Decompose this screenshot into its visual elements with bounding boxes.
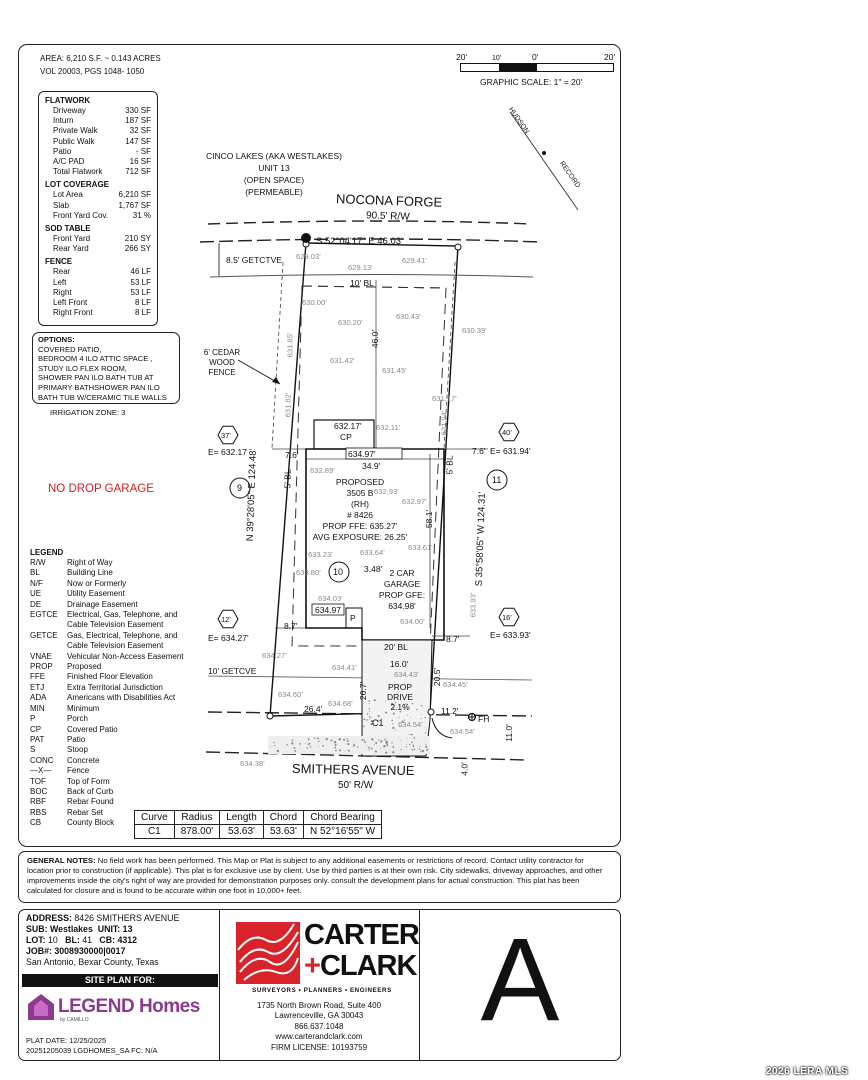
legend-row: CB County Block	[30, 818, 115, 828]
legend-row: ADA Americans with Disabilities Act	[30, 693, 176, 703]
site-plan-bar: SITE PLAN FOR:	[22, 974, 218, 987]
scale-tick-10: 10'	[492, 55, 502, 62]
getcve-bottom: 10' GETCVE	[208, 666, 257, 676]
drive-label-line: 2.1%	[390, 702, 410, 712]
spot-elevation: 634.00'	[400, 617, 425, 626]
spot-elevation: 634.54'	[450, 727, 475, 736]
legend-row: S Stoop	[30, 745, 88, 755]
clark-text: CLARK	[319, 950, 417, 982]
spot-elevation: 629.03'	[296, 252, 321, 261]
curve-table-cell: 53.63'	[220, 825, 264, 839]
spot-elevation: 634.43'	[394, 670, 419, 679]
spot-elevation: 629.41'	[402, 256, 427, 265]
lot-10-number: 10	[333, 567, 344, 577]
porch-elev: 634.97	[315, 605, 341, 615]
drive-label-line: PROP	[387, 682, 413, 692]
firm-address-line: 866.637.1048	[294, 1021, 344, 1031]
options-line: STUDY ILO FLEX ROOM,	[38, 363, 127, 373]
curve-table-header: Curve	[135, 811, 175, 825]
curve-table-cell: 53.63'	[263, 825, 303, 839]
house-label-line: PROPOSED	[335, 477, 385, 487]
legend-row: Cable Television Easement	[67, 641, 164, 651]
legend-row: R/W Right of Way	[30, 558, 113, 567]
house-label-line: # 8426	[347, 510, 373, 520]
fence-left	[272, 262, 283, 448]
scale-tick-0: 0'	[532, 52, 539, 62]
legend-row: TOF Top of Form	[30, 776, 110, 786]
fence-row: Right 53 LF	[53, 287, 151, 297]
hex-br-label: 16'	[502, 613, 512, 622]
irrigation-zone: IRRIGATION ZONE: 3	[50, 408, 126, 417]
monument-br	[428, 709, 434, 715]
row-bottom: 50' R/W	[338, 780, 374, 791]
open-space-line: CINCO LAKES (AKA WESTLAKES)	[205, 151, 343, 161]
legend-title: LEGEND	[30, 548, 64, 557]
hex-tl-label: 37'	[221, 431, 231, 440]
flatwork-row: Private Walk 32 SF	[53, 126, 151, 136]
curve-table-cell: 878.00'	[174, 825, 220, 839]
spot-elevation: 634.41'	[332, 663, 357, 672]
drive-label-line: DRIVE	[387, 692, 413, 702]
p-label: P	[350, 613, 356, 623]
scale-label: GRAPHIC SCALE: 1" = 20'	[480, 77, 583, 87]
dim-348: 3.48'	[364, 564, 383, 574]
block-value: 41	[82, 935, 93, 945]
monument-tr	[455, 244, 461, 250]
legend-row: VNAE Vehicular Non-Access Easement	[30, 651, 184, 661]
topo-icon	[236, 922, 300, 984]
legend-row: ETJ Extra Territorial Jurisdiction	[30, 682, 163, 692]
options-line: PRIMARY BATHSHOWER PAN ILO	[38, 382, 160, 392]
hex-tr-label: 40'	[502, 428, 512, 437]
file-info: 20251205039 LGDHOMES_SA FC: N/A	[26, 1046, 158, 1055]
legend-row: UE Utility Easement	[30, 589, 125, 599]
lot-coverage-row: Lot Area 6,210 SF	[53, 190, 151, 200]
flatwork-row: A/C PAD 16 SF	[53, 157, 151, 167]
garage-label-line: 2 CAR	[389, 568, 415, 578]
legend-row: CONC Concrete	[30, 755, 100, 765]
legend-row: Cable Television Easement	[67, 620, 164, 630]
open-space-line: UNIT 13	[258, 163, 290, 173]
vol-text: VOL 20003, PGS 1048- 1050	[40, 67, 145, 76]
legend-row: MIN Minimum	[30, 703, 100, 713]
curve-table-cell: N 52°16'55" W	[304, 825, 382, 839]
street-bottom-name: SMITHERS AVENUE	[291, 760, 415, 779]
bl-right: 5' BL	[444, 455, 455, 475]
legend-row: CP Covered Patio	[30, 724, 118, 734]
options-line: SHOWER PAN ILO BATH TUB AT	[38, 373, 154, 383]
dim-110: 11.0'	[503, 724, 514, 742]
city-value: San Antonio, Bexar County, Texas	[26, 957, 159, 967]
address-value: 8426 SMITHERS AVENUE	[74, 913, 180, 923]
spot-elevation: 633.23'	[308, 550, 333, 559]
legend-row: DE Drainage Easement	[30, 599, 138, 609]
spot-elevation: 634.03'	[318, 594, 343, 603]
legend-row: GETCE Gas, Electrical, Telephone, and	[30, 630, 178, 640]
firm-tagline: SURVEYORS • PLANNERS • ENGINEERS	[252, 987, 392, 994]
fence-row: Left Front 8 LF	[53, 298, 151, 308]
job-value: 3008930000|0017	[54, 946, 126, 956]
garage-label-line: GARAGE	[383, 579, 421, 589]
garage-label	[370, 568, 434, 612]
general-notes-box	[18, 851, 621, 903]
garage-label-line: 634.98'	[388, 601, 416, 611]
open-space-line: (OPEN SPACE)	[243, 175, 305, 185]
house-label-line: PROP FFE: 635.27'	[322, 521, 398, 531]
spot-elevation: 631.85'	[285, 332, 295, 358]
lot-value: 10	[48, 935, 58, 945]
bl-front: 20' BL	[384, 642, 408, 652]
carter-clark-logo	[236, 919, 419, 990]
legend-homes-sub: by CAMILLO	[60, 1017, 89, 1023]
flatwork-row: Public Walk 147 SF	[53, 136, 151, 146]
spot-elevation: 634.45'	[443, 680, 468, 689]
open-space-label	[198, 150, 350, 198]
garage-label-line: PROP GFE:	[378, 590, 426, 600]
legend-row: BOC Back of Curb	[30, 786, 114, 796]
getctve-top: 8.5' GETCTVE	[226, 255, 282, 265]
lot-coverage-row: Slab 1,767 SF	[53, 200, 151, 210]
elev-tr: E= 631.94'	[490, 446, 531, 456]
elev-br: E= 633.93'	[490, 630, 531, 640]
cp-elev: 632.17'	[334, 421, 362, 431]
legend-row: PROP Proposed	[30, 662, 102, 672]
legend-row: P Porch	[30, 714, 88, 724]
record-label: RECORD	[558, 160, 582, 190]
spot-elevation: 633.80'	[296, 568, 321, 577]
curve-table-header: Chord	[263, 811, 303, 825]
legend-row: RBS Rebar Set	[30, 807, 104, 817]
options-line: BEDROOM 4 ILO ATTIC SPACE ,	[38, 354, 153, 364]
dim-205: 20.5'	[432, 667, 443, 687]
dim-264: 26.4'	[304, 704, 323, 714]
fence-row: Right Front 8 LF	[53, 308, 151, 318]
dim-349: 34.9'	[362, 461, 381, 471]
curve-c1-label: C1	[372, 718, 384, 728]
no-drop-garage-note: NO DROP GARAGE	[48, 483, 154, 495]
dim-112: 11.2'	[441, 706, 459, 716]
dim-160: 16.0'	[390, 659, 409, 669]
bl-left: 5' BL	[282, 469, 293, 489]
curve-table-header: Chord Bearing	[304, 811, 382, 825]
title-divider-1	[219, 910, 220, 1060]
spot-elevation: 634.27'	[262, 651, 287, 660]
dim-87r: 8.7'	[446, 634, 460, 644]
firm-address-line: FIRM LICENSE: 10193759	[270, 1042, 368, 1052]
spot-elevation: 634.60'	[278, 690, 303, 699]
notes-text: No field work has been performed. This Map or Plat is subject to any additional easements or restrictions of record. Contact utility contractor for location prior to construction (if applicable). This plat is for exclusive use by client. Use by third parties is at their own risk. City sidewalks, driveway approaches, and other improvements inside the city's right of way are provided for demonstration purposes only. consult the development plans for actual construction. This plat has been calculated for closure and is found to be accurate within one foot in 10,000+ feet.	[27, 856, 603, 895]
firm-address-line: Lawrenceville, GA 30043	[274, 1011, 364, 1021]
row-top: 90.5' R/W	[365, 210, 410, 223]
plat-date: PLAT DATE: 12/25/2025	[26, 1036, 107, 1045]
options-title: OPTIONS:	[38, 335, 75, 344]
firm-address	[230, 1001, 408, 1053]
cedar-line: FENCE	[208, 368, 236, 377]
spot-elevation: 631.42'	[330, 356, 355, 365]
cedar-line: WOOD	[209, 358, 235, 367]
dim-46: 46.0'	[370, 329, 381, 349]
cp-label: CP	[340, 432, 352, 442]
job-info: ADDRESS: 8426 SMITHERS AVENUE SUB: Westlakes UNIT: 13 LOT: 10 BL: 41 CB: 4312 JOB#: 3008930000|0017 San Antonio, Bexar County, Texas	[26, 913, 218, 968]
sod-row: Front Yard 210 SY	[53, 234, 151, 244]
legend-house-icon	[26, 992, 56, 1022]
fence-row: Rear 46 LF	[53, 267, 151, 277]
getctve-line	[210, 275, 533, 278]
dim-40: 4.0'	[459, 762, 470, 776]
bearing-left: N 39°28'05" E 124.48'	[244, 448, 259, 542]
spot-elevation: 631.17'	[432, 394, 457, 403]
fh-label: FH	[478, 714, 490, 724]
spot-elevation: 634.54'	[398, 720, 423, 729]
options-line: COVERED PATIO,	[38, 344, 102, 354]
spot-elevation: 633.93'	[468, 592, 478, 618]
hudson-label: HUDSON	[507, 106, 531, 136]
lot-11-number: 11	[492, 475, 502, 485]
sod-title: SOD TABLE	[45, 224, 91, 234]
open-space-dot	[301, 233, 311, 243]
spot-elevation: 632.11'	[376, 423, 401, 432]
elev-bl: E= 634.27'	[208, 633, 249, 643]
sheet-letter: A	[480, 914, 560, 1046]
carter-text: CARTER	[304, 919, 419, 951]
lot-9-number: 9	[237, 483, 243, 493]
spot-elevation: 633.61'	[408, 543, 433, 552]
area-text: AREA: 6,210 S.F. ~ 0.143 ACRES	[40, 54, 161, 63]
spot-elevation: 630.39'	[462, 326, 487, 335]
spot-elevation: 631.82'	[283, 392, 293, 418]
dim-267: 26.7'	[358, 681, 369, 701]
dim-76l: 7.6'	[285, 450, 299, 460]
house-label-line: (RH)	[351, 499, 369, 509]
bearing-top: S 52°04'17" E 46.03'	[316, 236, 403, 247]
open-space-line: (PERMEABLE)	[245, 187, 303, 197]
flatwork-title: FLATWORK	[45, 96, 91, 105]
cedar-line: 6' CEDAR	[203, 348, 241, 357]
spot-elevation: 631.45'	[382, 366, 407, 375]
flatwork-row: Inturn 187 SF	[53, 116, 151, 126]
flatwork-row: Driveway 330 SF	[53, 106, 151, 115]
legend-row: RBF Rebar Found	[30, 797, 114, 807]
legend-row: BL Building Line	[30, 568, 113, 578]
spot-elevation: 632.97'	[402, 497, 427, 506]
lot-coverage-row: Front Yard Cov. 31 %	[53, 210, 151, 220]
spot-elevation: 634.68'	[328, 699, 353, 708]
fence-row: Left 53 LF	[53, 277, 151, 287]
spot-elevation: 632.93'	[374, 487, 399, 496]
spot-elevation: 633.64'	[360, 548, 385, 557]
dim-581: 58.1'	[424, 509, 435, 529]
legend-row: PAT Patio	[30, 734, 86, 744]
drive-label	[382, 682, 418, 712]
spot-elevation: 634.38'	[240, 759, 265, 768]
plus-sign: +	[304, 950, 320, 982]
lot-coverage-title: LOT COVERAGE	[45, 180, 110, 190]
legend-homes-logo	[24, 990, 218, 1024]
options-line: BATH TUB W/CERAMIC TILE WALLS	[38, 392, 167, 402]
notes-title: GENERAL NOTES:	[27, 856, 96, 865]
sod-row: Rear Yard 266 SY	[53, 244, 151, 254]
curve-table-header: Radius	[174, 811, 220, 825]
firm-address-line: www.carterandclark.com	[275, 1032, 363, 1042]
cb-value: 4312	[117, 935, 138, 945]
fence-title: FENCE	[45, 257, 73, 267]
legend-row: —X— Fence	[30, 766, 90, 776]
curve-table-header: Length	[220, 811, 264, 825]
spot-elevation: 630.20'	[338, 318, 363, 327]
spot-elevation: 630.43'	[396, 312, 421, 321]
legend-row: N/F Now or Formerly	[30, 578, 127, 588]
street-top-name: NOCONA FORGE	[335, 191, 443, 210]
firm-address-line: 1735 North Brown Road, Suite 400	[256, 1001, 382, 1010]
dim-87l: 8.7'	[284, 621, 298, 631]
unit-value: 13	[122, 924, 133, 934]
legend-homes-text: LEGEND Homes	[58, 996, 200, 1017]
flatwork-row: Patio - SF	[53, 146, 151, 156]
hex-bl-label: 12'	[221, 615, 231, 624]
bl-rear: 10' BL	[350, 278, 374, 288]
flatwork-row: Total Flatwork 712 SF	[53, 167, 151, 177]
legend-row: FFE Finished Floor Elevation	[30, 672, 153, 682]
scale-tick-20b: 20'	[604, 52, 616, 62]
legend-row: EGTCE Electrical, Gas, Telephone, and	[30, 610, 178, 620]
sub-value: Westlakes	[49, 924, 93, 934]
monument-bl	[267, 713, 273, 719]
curve-table-cell: C1	[135, 825, 175, 839]
dim-76r: 7.6'	[472, 446, 486, 456]
bearing-right: S 35°58'05" W 124.31'	[473, 491, 489, 587]
spot-elevation: 629.13'	[348, 263, 373, 272]
spot-elevation: 630.00'	[302, 298, 327, 307]
house-label-line: AVG EXPOSURE: 26.25'	[312, 532, 408, 542]
watermark: 2026 LERA MLS	[766, 1066, 849, 1077]
scale-tick-20a: 20'	[456, 52, 468, 62]
spot-elevation: 632.89'	[310, 466, 335, 475]
garage-top-elev: 634.97'	[348, 449, 376, 459]
spot-elevation: 631.94'	[439, 410, 449, 436]
cedar-fence-label	[198, 348, 246, 378]
house-label-line: 3505 B	[346, 488, 374, 498]
elev-tl: E= 632.17	[208, 447, 247, 457]
